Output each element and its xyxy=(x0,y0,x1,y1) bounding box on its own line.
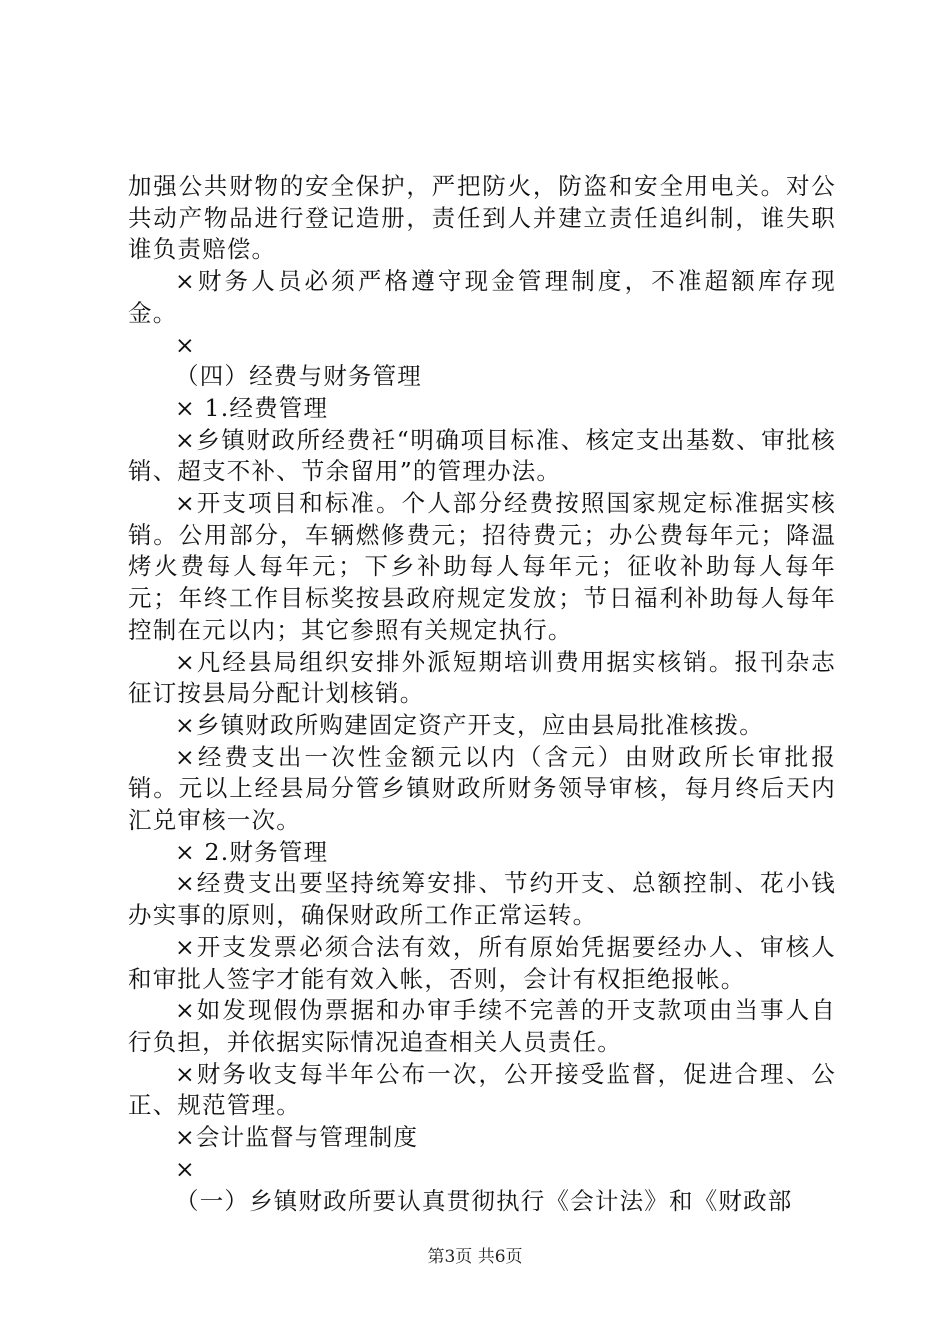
paragraph-9: ×经费支出一次性金额元以内（含元）由财政所长审批报销。元以上经县局分管乡镇财政所财务领导审核，每月终后天内汇兑审核一次。 xyxy=(128,742,836,835)
paragraph-6: ×开支项目和标准。个人部分经费按照国家规定标准据实核销。公用部分，车辆燃修费元；招待费元；办公费每年元；降温烤火费每人每年元；下乡补助每人每年元；征收补助每人每年元；年终工作目标奖按县政府规定发放；节日福利补助每人每年控制在元以内；其它参照有关规定执行。 xyxy=(128,489,836,644)
paragraph-7: ×凡经县局组织安排外派短期培训费用据实核销。报刊杂志征订按县局分配计划核销。 xyxy=(128,647,836,708)
paragraph-1: ×财务人员必须严格遵守现金管理制度，不准超额库存现金。 xyxy=(128,267,836,327)
page-number-footer: 第3页 共6页 xyxy=(427,1247,523,1267)
paragraph-2: × xyxy=(175,330,196,359)
paragraph-14: ×财务收支每半年公布一次，公开接受监督，促进合理、公正、规范管理。 xyxy=(128,1059,836,1120)
paragraph-13: ×如发现假伪票据和办审手续不完善的开支款项由当事人自行负担，并依据实际情况追查相关人员责任。 xyxy=(128,996,836,1056)
paragraph-12: ×开支发票必须合法有效，所有原始凭据要经办人、审核人和审批人签字才能有效入帐，否则，会计有权拒绝报帐。 xyxy=(128,932,836,993)
section-heading-4: （四）经费与财务管理 xyxy=(175,362,422,391)
paragraph-0: 加强公共财物的安全保护，严把防火，防盗和安全用电关。对公共动产物品进行登记造册，责任到人并建立责任追纠制，谁失职谁负责赔偿。 xyxy=(128,172,836,264)
paragraph-8: ×乡镇财政所购建固定资产开支，应由县局批准核拨。 xyxy=(175,710,764,739)
paragraph-16: × xyxy=(175,1154,196,1183)
paragraph-5: ×乡镇财政所经费衽“明确项目标准、核定支出基数、审批核销、超支不补、节余留用”的管理办法。 xyxy=(128,425,836,486)
paragraph-17: （一）乡镇财政所要认真贯彻执行《会计法》和《财政部 xyxy=(175,1186,793,1215)
paragraph-11: ×经费支出要坚持统筹安排、节约开支、总额控制、花小钱办实事的原则，确保财政所工作正常运转。 xyxy=(128,869,836,930)
subheading-accounting-supervision: ×会计监督与管理制度 xyxy=(175,1123,419,1152)
document-body xyxy=(128,171,836,1217)
subheading-expense-management: × 1.经费管理 xyxy=(175,393,329,422)
subheading-financial-management: × 2.财务管理 xyxy=(175,837,329,866)
